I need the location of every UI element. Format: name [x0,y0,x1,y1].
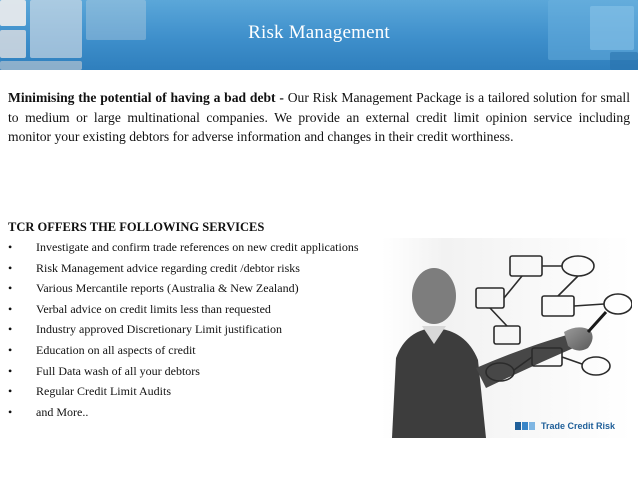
service-item-label: Regular Credit Limit Audits [36,384,171,399]
service-item-label: Investigate and confirm trade references on new credit applications [36,240,359,254]
intro-paragraph [8,88,630,147]
intro-lead: Minimising the potential of having a bad debt - [8,90,284,105]
bullet-icon: • [8,281,13,296]
service-item-label: Risk Management advice regarding credit /debtor risks [36,260,300,275]
services-list [8,240,368,425]
decorative-square [0,61,82,70]
service-item-label: and More.. [36,404,89,419]
decorative-square [610,52,638,70]
service-item [8,384,368,399]
bullet-icon: • [8,404,13,419]
service-item-label: Full Data wash of all your debtors [36,363,200,378]
flowchart-hand-icon [382,238,632,438]
logo-text: Trade Credit Risk [541,421,616,431]
service-item-label: Various Mercantile reports (Australia & New Zealand) [36,281,299,296]
bullet-icon: • [8,322,13,337]
bullet-icon: • [8,240,13,254]
service-item [8,302,368,317]
services-heading: TCR OFFERS THE FOLLOWING SERVICES [8,220,265,234]
service-item [8,261,368,276]
service-item [8,322,368,337]
service-item [8,364,368,379]
trade-credit-risk-logo [515,418,615,434]
service-item-label: Education on all aspects of credit [36,342,196,357]
bullet-icon: • [8,301,13,316]
slide-title: Risk Management [248,22,390,43]
service-item [8,281,368,296]
service-item-label: Industry approved Discretionary Limit justification [36,322,282,337]
bullet-icon: • [8,363,13,378]
bullet-icon: • [8,384,13,399]
service-item [8,343,368,358]
header-banner [0,0,638,70]
bullet-icon: • [8,260,13,275]
service-item [8,405,368,420]
service-item-label: Verbal advice on credit limits less than requested [36,301,271,316]
flowchart-hand-illustration [382,238,632,438]
bullet-icon: • [8,342,13,357]
intro-body: Our Risk Management Package is a tailored solution for small to medium or large multinational companies. We provide an external credit limit opinion service including monitor your existing debtors for adverse information and changes in their credit worthiness. [8,90,630,144]
service-item [8,240,368,255]
logo-icon [515,420,537,432]
